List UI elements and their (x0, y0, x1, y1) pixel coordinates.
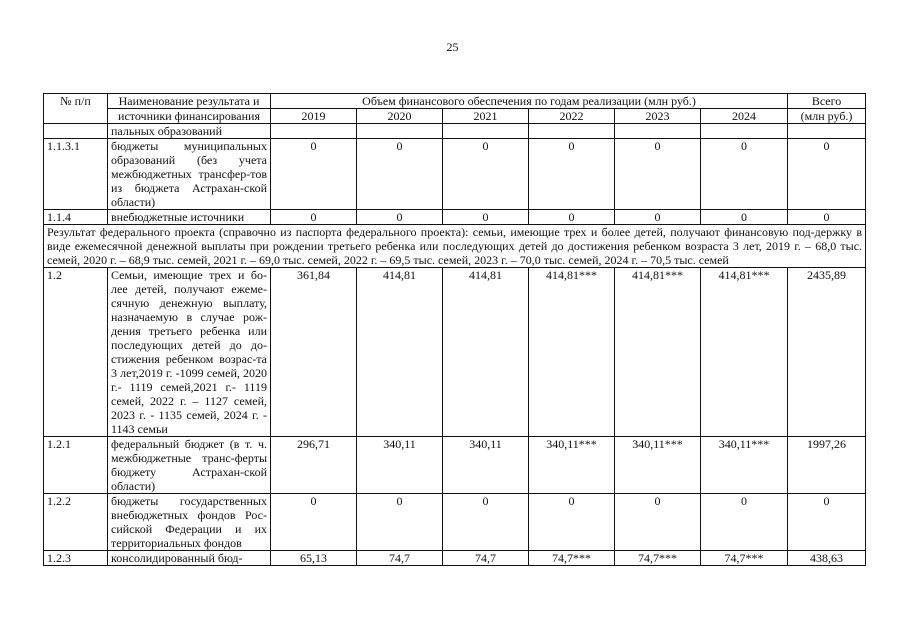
header-funding-title: Объем финансового обеспечения по годам реализации (млн руб.) (271, 94, 788, 109)
header-total-line1: Всего (788, 94, 866, 109)
funding-table (43, 93, 866, 566)
value-2022: 0 (529, 494, 615, 551)
value-2019: 65,13 (271, 551, 357, 566)
header-years-row (44, 109, 866, 124)
value-2020: 74,7 (357, 551, 443, 566)
value-2021: 0 (443, 210, 529, 225)
year-2021: 2021 (443, 109, 529, 124)
value-total: 0 (788, 139, 866, 210)
page-number: 25 (446, 40, 459, 54)
federal-project-result: Результат федерального проекта (справочно из паспорта федерального проекта): семьи, имеющие трех и более детей, получают финансовую под-держку в виде ежемесячной денежной выплаты при рождении третьего ребенка или последующих детей до достижения ребенком возраста 3 лет, 2019 г. – 68,0 тыс. семей, 2020 г. – 68,9 тыс. семей, 2021 г. – 69,0 тыс. семей, 2022 г. – 69,5 тыс. семей, 2023 г. – 70,0 тыс. семей, 2024 г. – 70,5 тыс. семей (44, 225, 866, 268)
value-2020: 0 (357, 139, 443, 210)
value-2023: 0 (615, 494, 701, 551)
value-2024: 0 (701, 139, 788, 210)
value-2020: 0 (357, 210, 443, 225)
value-total: 438,63 (788, 551, 866, 566)
header-name-line2: источники финансирования (108, 109, 271, 124)
year-2020: 2020 (357, 109, 443, 124)
value-2019: 0 (271, 494, 357, 551)
header-num: № п/п (44, 94, 108, 124)
table-row (44, 139, 866, 210)
value-total: 2435,89 (788, 268, 866, 437)
value-2023: 74,7*** (615, 551, 701, 566)
header-total-line2: (млн руб.) (788, 109, 866, 124)
value-2023: 0 (615, 139, 701, 210)
value-2024: 414,81*** (701, 268, 788, 437)
value-2023: 0 (615, 210, 701, 225)
value-2022: 0 (529, 139, 615, 210)
row-number: 1.2.2 (44, 494, 108, 551)
year-2022: 2022 (529, 109, 615, 124)
value-2024: 0 (701, 494, 788, 551)
row-name: консолидированный бюд- (108, 551, 271, 566)
value-2019: 0 (271, 210, 357, 225)
table-row (44, 551, 866, 566)
row-name: Семьи, имеющие трех и бо-лее детей, получают ежеме-сячную денежную выплату, назначаемую в случае рож-дения третьего ребенка или последующих детей до до-стижения ребенком возрас-та 3 лет,2019 г. -1099 семей, 2020 г.- 1119 семей,2021 г.- 1119 семей, 2022 г. – 1127 семей, 2023 г. - 1135 семей, 2024 г. - 1143 семьи (108, 268, 271, 437)
value-2021: 0 (443, 139, 529, 210)
value-total: 0 (788, 494, 866, 551)
value-2019: 361,84 (271, 268, 357, 437)
value-2021: 0 (443, 494, 529, 551)
table-row (44, 437, 866, 494)
value-2019: 0 (271, 139, 357, 210)
value-2024: 0 (701, 210, 788, 225)
value-2021: 414,81 (443, 268, 529, 437)
year-2023: 2023 (615, 109, 701, 124)
value-2024: 340,11*** (701, 437, 788, 494)
table-row (44, 210, 866, 225)
value-2021: 74,7 (443, 551, 529, 566)
row-number: 1.1.3.1 (44, 139, 108, 210)
value-2022: 0 (529, 210, 615, 225)
carryover-row (44, 124, 866, 139)
table-row (44, 268, 866, 437)
value-2022: 340,11*** (529, 437, 615, 494)
table-row (44, 494, 866, 551)
header-row (44, 94, 866, 109)
row-name: внебюджетные источники (108, 210, 271, 225)
carryover-text: пальных образований (108, 124, 271, 139)
row-number: 1.2 (44, 268, 108, 437)
row-number: 1.2.3 (44, 551, 108, 566)
summary-row (44, 225, 866, 268)
year-2024: 2024 (701, 109, 788, 124)
header-name-line1: Наименование результата и (108, 94, 271, 109)
row-number: 1.1.4 (44, 210, 108, 225)
value-2022: 74,7*** (529, 551, 615, 566)
value-total: 1997,26 (788, 437, 866, 494)
value-2022: 414,81*** (529, 268, 615, 437)
value-2024: 74,7*** (701, 551, 788, 566)
value-2023: 340,11*** (615, 437, 701, 494)
year-2019: 2019 (271, 109, 357, 124)
value-2023: 414,81*** (615, 268, 701, 437)
value-2020: 0 (357, 494, 443, 551)
row-name: бюджеты муниципальных образований (без учета межбюджетных трансфер-тов из бюджета Астрахан-ской области) (108, 139, 271, 210)
value-2019: 296,71 (271, 437, 357, 494)
value-2020: 414,81 (357, 268, 443, 437)
row-name: федеральный бюджет (в т. ч. межбюджетные транс-ферты бюджету Астрахан-ской области) (108, 437, 271, 494)
value-total: 0 (788, 210, 866, 225)
value-2020: 340,11 (357, 437, 443, 494)
value-2021: 340,11 (443, 437, 529, 494)
row-number: 1.2.1 (44, 437, 108, 494)
row-name: бюджеты государственных внебюджетных фондов Рос-сийской Федерации и их территориальных фондов (108, 494, 271, 551)
